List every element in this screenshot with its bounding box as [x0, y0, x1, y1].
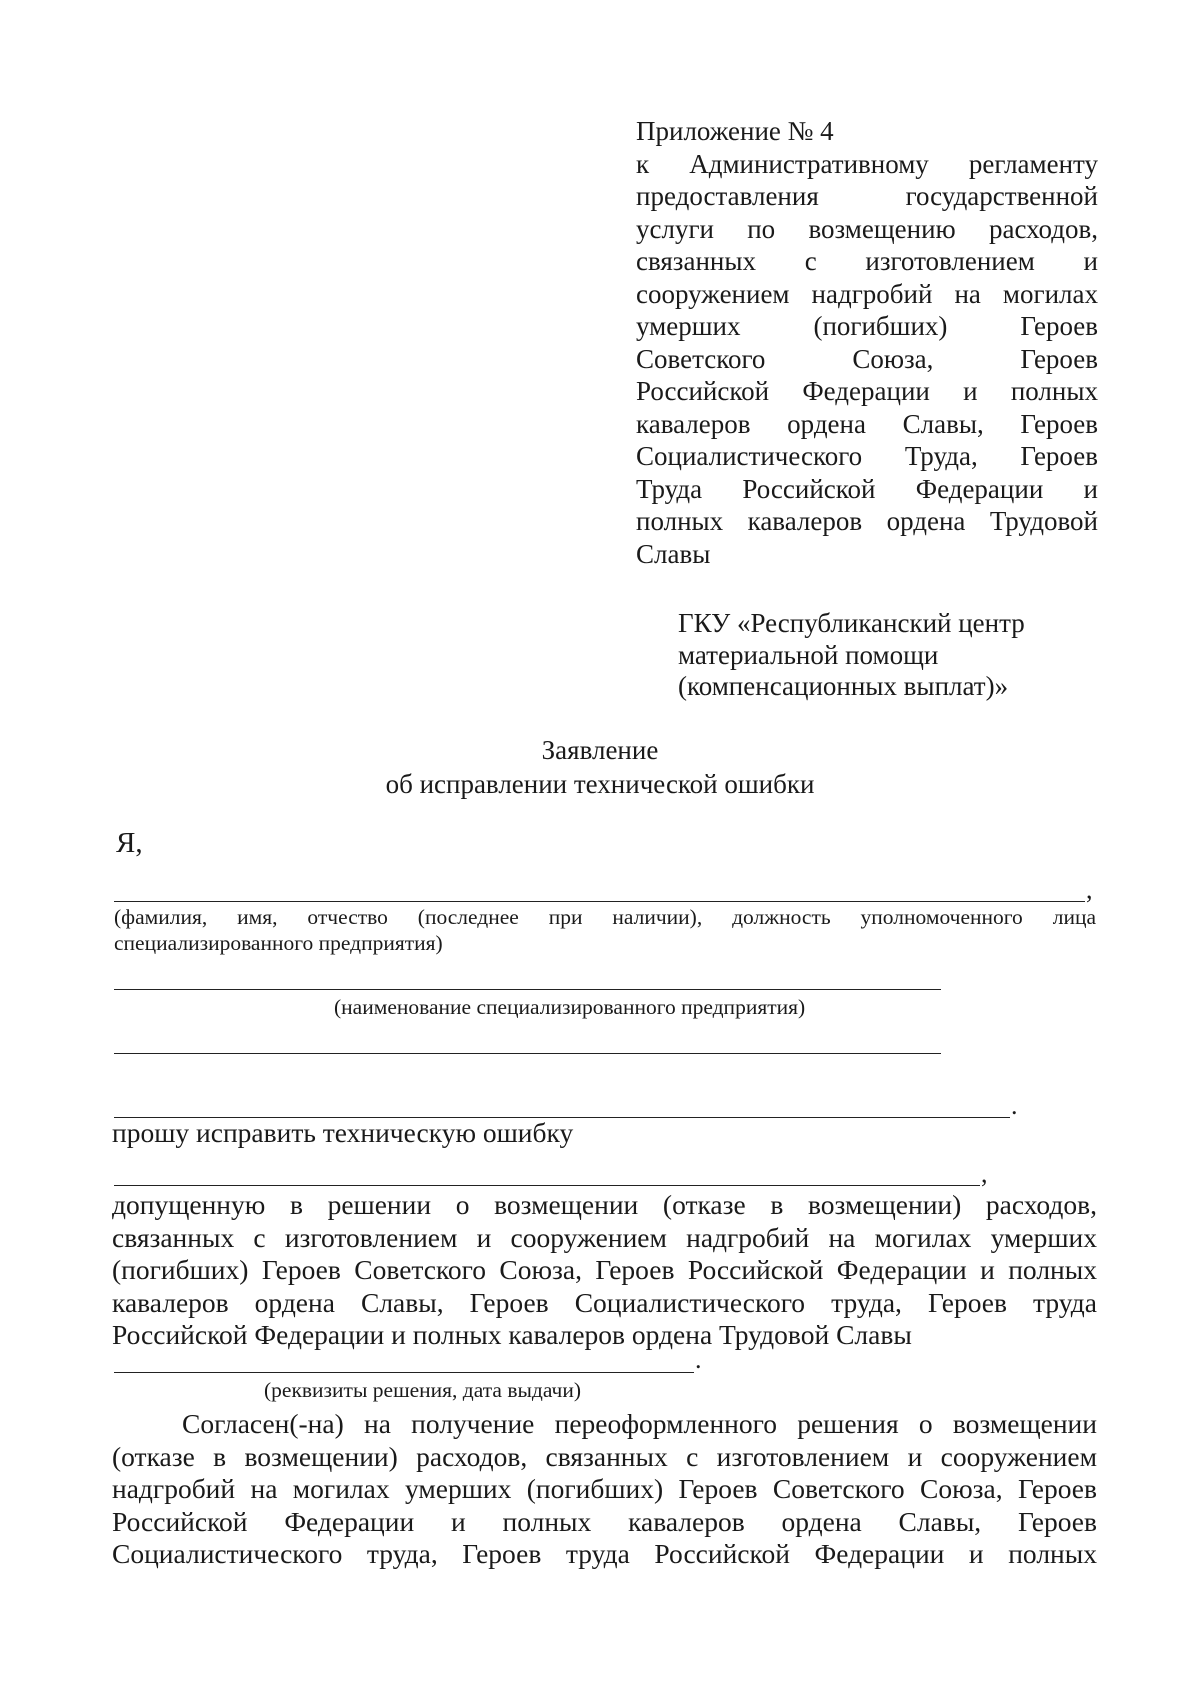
- error-description-fill-line[interactable]: [114, 1185, 980, 1186]
- fio-fill-line[interactable]: [114, 901, 1085, 902]
- decision-line: Российской Федерации и полных кавалеров ордена Трудовой Славы: [112, 1319, 912, 1351]
- consent-line: Социалистического труда, Героев труда Российской Федерации и полных: [112, 1538, 1097, 1570]
- decision-line: допущенную в решении о возмещении (отказе в возмещении) расходов,: [112, 1189, 1097, 1220]
- document-title: Заявление: [541, 735, 659, 765]
- appendix-line: услуги по возмещению расходов,: [636, 213, 1098, 244]
- address-fill-line[interactable]: [114, 1053, 941, 1054]
- consent-line: надгробий на могилах умерших (погибших) Героев Советского Союза, Героев: [112, 1473, 1097, 1505]
- requisites-fill-line[interactable]: [114, 1372, 694, 1373]
- appendix-header: [636, 115, 1098, 570]
- fio-line-comma: ,: [1086, 875, 1093, 904]
- error-line-comma: ,: [981, 1159, 988, 1188]
- requisites-caption: (реквизиты решения, дата выдачи): [264, 1378, 582, 1402]
- request-text: прошу исправить техническую ошибку: [112, 1117, 574, 1148]
- applicant-pronoun: Я,: [116, 827, 143, 859]
- fio-caption: (фамилия, имя, отчество (последнее при наличии), должность уполномоченного лица: [114, 905, 1096, 929]
- appendix-line: кавалеров ордена Славы, Героев: [636, 408, 1098, 439]
- organization-caption: (наименование специализированного предприятия): [334, 995, 806, 1019]
- decision-paragraph: [112, 1189, 1097, 1352]
- consent-line: Российской Федерации и полных кавалеров ордена Славы, Героев: [112, 1505, 1097, 1537]
- appendix-line: полных кавалеров ордена Трудовой: [636, 506, 1098, 536]
- appendix-line: Советского Союза, Героев: [636, 343, 1098, 374]
- appendix-line: к Административному регламенту: [636, 148, 1098, 179]
- consent-paragraph: [112, 1408, 1097, 1571]
- recipient-block: [678, 608, 1098, 703]
- appendix-line: Славы: [636, 538, 711, 569]
- appendix-line: умерших (погибших) Героев: [636, 311, 1098, 341]
- appendix-line: Российской Федерации и полных: [636, 376, 1098, 406]
- decision-line: (погибших) Героев Советского Союза, Героев Российской Федерации и полных: [112, 1254, 1097, 1286]
- decision-line: связанных с изготовлением и сооружением надгробий на могилах умерших: [112, 1221, 1097, 1253]
- recipient-line: ГКУ «Республиканский центр: [678, 608, 1025, 638]
- appendix-line: связанных с изготовлением и: [636, 246, 1098, 276]
- consent-line: (отказе в возмещении) расходов, связанных с изготовлением и сооружением: [112, 1440, 1097, 1472]
- decision-line: кавалеров ордена Славы, Героев Социалистического труда, Героев труда: [112, 1286, 1097, 1318]
- fio-caption-continued: специализированного предприятия): [114, 931, 443, 955]
- recipient-line: (компенсационных выплат)»: [678, 671, 1009, 701]
- recipient-line: материальной помощи: [678, 639, 939, 670]
- appendix-line: Труда Российской Федерации и: [636, 473, 1098, 504]
- address-line-period: .: [1011, 1091, 1018, 1120]
- requisites-line-period: .: [695, 1345, 702, 1374]
- appendix-line: предоставления государственной: [636, 181, 1098, 211]
- appendix-line: сооружением надгробий на могилах: [636, 278, 1098, 309]
- organization-fill-line[interactable]: [114, 989, 941, 990]
- document-subtitle: об исправлении технической ошибки: [385, 769, 815, 799]
- appendix-number: Приложение № 4: [636, 116, 834, 146]
- consent-line: Согласен(-на) на получение переоформленного решения о возмещении: [182, 1408, 1097, 1439]
- appendix-line: Социалистического Труда, Героев: [636, 441, 1098, 471]
